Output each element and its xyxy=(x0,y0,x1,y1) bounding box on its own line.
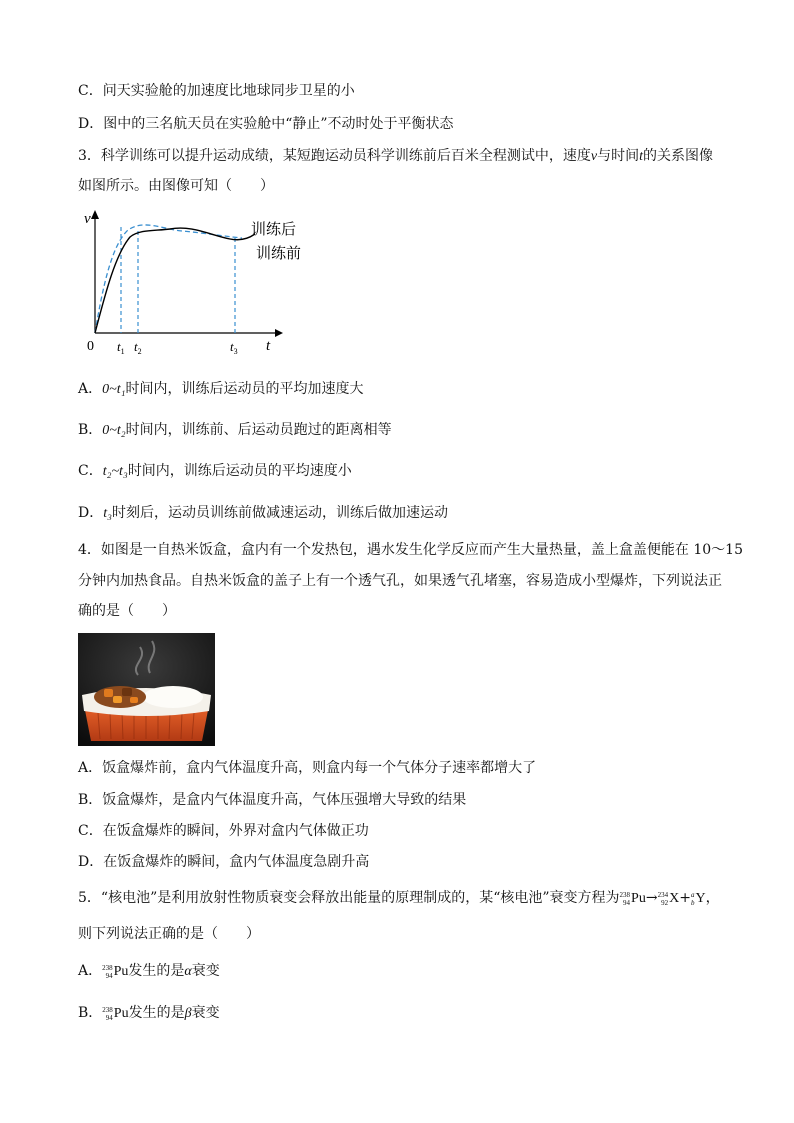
b-pu-symbol: Pu xyxy=(113,1006,129,1021)
potato-piece xyxy=(113,696,122,703)
q2-option-d: D．图中的三名航天员在实验舱中“静止”不动时处于平衡状态 xyxy=(78,116,454,132)
q4-option-b: B．饭盒爆炸，是盒内气体温度升高，气体压强增大导致的结果 xyxy=(78,792,467,808)
q4-stem-line3: 确的是（ ） xyxy=(78,603,176,619)
q3-option-b xyxy=(78,420,392,441)
b-pu-mass: 238 xyxy=(102,1005,113,1014)
q3-stem-part1: 3．科学训练可以提升运动成绩，某短跑运动员科学训练前后百米全程测试中，速度 xyxy=(78,148,591,164)
pu-atomic-number: 94 xyxy=(623,898,631,907)
origin-label: 0 xyxy=(87,339,94,354)
q5-stem-line2: 则下列说法正确的是（ ） xyxy=(78,926,260,942)
y-mass-number: a xyxy=(690,890,695,899)
x-symbol: X xyxy=(669,891,680,906)
q3-option-b-range: 0~t₂ xyxy=(102,423,126,438)
q3-option-c-label: C． xyxy=(78,463,103,479)
q3-stem-part3: 的关系图像 xyxy=(643,148,714,164)
decay-arrow: → xyxy=(645,890,658,906)
x-mass-number: 234 xyxy=(657,890,669,899)
pu-mass-number: 238 xyxy=(619,890,631,899)
q3-option-a-text: 时间内，训练后运动员的平均加速度大 xyxy=(125,381,364,397)
self-heating-rice-box-photo xyxy=(78,633,215,746)
carrot-piece xyxy=(104,689,113,697)
a-pu-symbol: Pu xyxy=(113,964,129,979)
q5-option-a-text: 发生的是 xyxy=(128,963,185,979)
q3-option-c-range: t₂~t₃ xyxy=(102,464,128,479)
q5-option-b-text: 发生的是 xyxy=(128,1005,185,1021)
q3-option-d xyxy=(78,503,448,524)
velocity-time-graph xyxy=(70,205,320,355)
x-atomic-number: 92 xyxy=(661,898,669,907)
q4-stem-line2: 分钟内加热食品。自热米饭盒的盖子上有一个透气孔，如果透气孔堵塞，容易造成小型爆炸，下列说法正 xyxy=(78,573,722,589)
q4-stem-line1: 4．如图是一自热米饭盒，盒内有一个发热包，遇水发生化学反应而产生大量热量，盖上盒盖便能在 10～15 xyxy=(78,542,743,558)
y-atomic-number: b xyxy=(690,898,695,907)
q3-option-a-range: 0~t₁ xyxy=(102,382,126,397)
q5-option-b-nuclide xyxy=(102,1004,128,1024)
nuclide-pu xyxy=(620,889,646,909)
q5-option-a-nuclide xyxy=(102,962,128,982)
q5-stem-line1 xyxy=(78,888,720,909)
q3-option-a xyxy=(78,379,363,400)
q3-option-d-range: t₃ xyxy=(103,506,112,521)
q5-option-b-label: B． xyxy=(78,1005,103,1021)
q3-stem-v: v xyxy=(590,149,598,164)
b-pu-atomic: 94 xyxy=(105,1013,113,1022)
white-rice xyxy=(143,686,203,708)
q3-stem-line2: 如图所示。由图像可知（ ） xyxy=(78,178,274,194)
q5-option-b xyxy=(78,1003,220,1024)
q4-option-d: D．在饭盒爆炸的瞬间，盒内气体温度急剧升高 xyxy=(78,854,370,870)
x-axis-label: t xyxy=(266,338,271,354)
q5-stem-text: 5．“核电池”是利用放射性物质衰变会释放出能量的原理制成的，某“核电池”衰变方程为 xyxy=(78,890,620,906)
nuclide-x xyxy=(658,889,680,909)
q3-option-d-text: 时刻后，运动员训练前做减速运动，训练后做加速运动 xyxy=(112,505,448,521)
nuclide-y xyxy=(691,889,706,909)
y-axis-arrow xyxy=(91,210,99,219)
tick-t2: $t_2$ xyxy=(134,339,142,355)
q4-option-a: A．饭盒爆炸前，盒内气体温度升高，则盒内每一个气体分子速率都增大了 xyxy=(78,760,537,776)
legend-before-training: 训练前 xyxy=(256,244,302,262)
q3-option-b-text: 时间内，训练前、后运动员跑过的距离相等 xyxy=(125,422,392,438)
q5-option-a-label: A． xyxy=(78,963,103,979)
plus-sign: + xyxy=(679,890,691,906)
a-pu-mass: 238 xyxy=(102,963,113,972)
beta-symbol: β xyxy=(184,1006,192,1021)
q3-option-d-label: D． xyxy=(78,505,104,521)
before-training-curve xyxy=(95,225,242,333)
a-pu-atomic: 94 xyxy=(105,971,113,980)
q3-stem-t: t xyxy=(639,149,644,164)
q5-option-b-end: 衰变 xyxy=(191,1005,220,1021)
q3-option-c xyxy=(78,461,352,482)
x-axis-arrow xyxy=(275,329,283,337)
eq-end-punct: ， xyxy=(705,890,720,906)
q3-stem xyxy=(78,146,713,167)
y-axis-label: v xyxy=(84,211,91,227)
tick-t1: $t_1$ xyxy=(117,339,125,355)
alpha-symbol: α xyxy=(184,964,192,979)
tick-t3: $t_3$ xyxy=(230,339,238,355)
q2-option-c: C．问天实验舱的加速度比地球同步卫星的小 xyxy=(78,83,355,99)
q3-option-c-text: 时间内，训练后运动员的平均速度小 xyxy=(127,463,352,479)
q3-option-b-label: B． xyxy=(78,422,103,438)
meat-piece xyxy=(122,688,132,696)
pu-symbol: Pu xyxy=(631,891,646,906)
q4-option-c: C．在饭盒爆炸的瞬间，外界对盒内气体做正功 xyxy=(78,823,369,839)
carrot-piece-2 xyxy=(130,697,138,703)
q3-option-a-label: A． xyxy=(78,381,103,397)
legend-after-training: 训练后 xyxy=(251,220,297,238)
q3-stem-part2: 与时间 xyxy=(597,148,640,164)
after-training-curve xyxy=(95,228,255,333)
y-symbol: Y xyxy=(695,891,706,906)
q5-option-a xyxy=(78,961,220,982)
q5-option-a-end: 衰变 xyxy=(191,963,220,979)
